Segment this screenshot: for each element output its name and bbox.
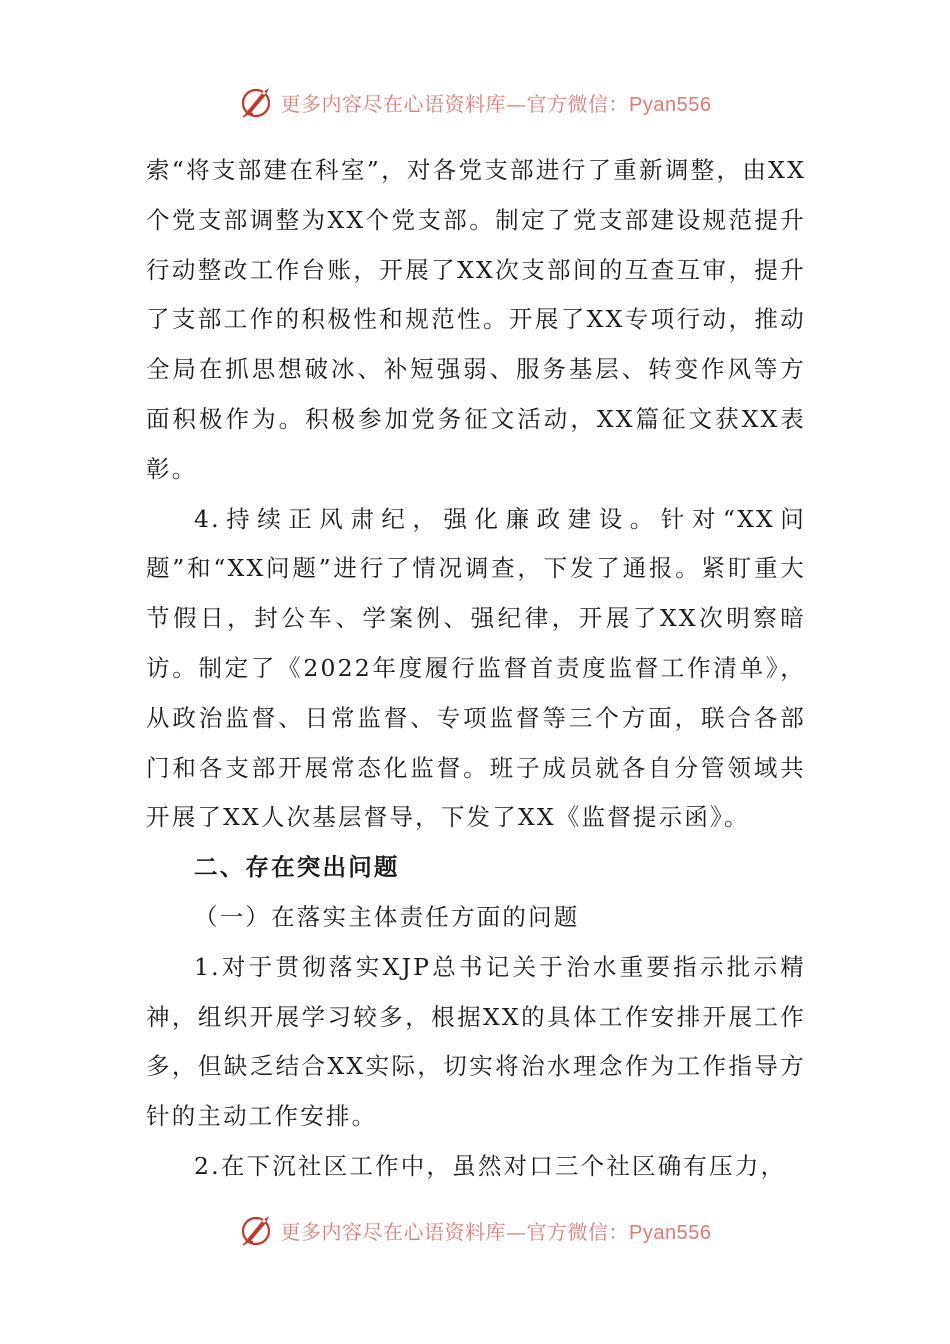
pen-nib-circle-icon bbox=[239, 1212, 275, 1248]
pen-nib-circle-icon bbox=[239, 84, 275, 120]
footer-watermark bbox=[0, 1208, 950, 1252]
watermark-text: 更多内容尽在心语资料库—官方微信：Pyan556 bbox=[280, 91, 712, 116]
paragraph: 2.在下沉社区工作中，虽然对口三个社区确有压力， bbox=[194, 1151, 787, 1180]
paragraph: 4.持续正风肃纪，强化廉政建设。针对“XX问题”和“XX问题”进行了情况调查，下发了通报。紧盯重大节假日，封公车、学案例、强纪律，开展了XX次明察暗访。制定了《2022年度履行监督首责度监督工作清单》，从政治监督、日常监督、专项监督等三个方面，联合各部门和各支部开展常态化监督。班子成员就各自分管领域共开展了XX人次基层督导，下发了XX《监督提示函》。 bbox=[146, 504, 806, 832]
watermark-text: 更多内容尽在心语资料库—官方微信：Pyan556 bbox=[280, 1219, 712, 1244]
paragraph: 1.对于贯彻落实XJP总书记关于治水重要指示批示精神，组织开展学习较多，根据XX的具体工作安排开展工作多，但缺乏结合XX实际，切实将治水理念作为工作指导方针的主动工作安排。 bbox=[146, 952, 806, 1131]
section-heading: 二、存在突出问题 bbox=[194, 853, 400, 882]
subsection-heading: （一）在落实主体责任方面的问题 bbox=[194, 902, 580, 931]
document-body bbox=[146, 146, 806, 1192]
header-watermark bbox=[0, 80, 950, 124]
paragraph: 索“将支部建在科室”，对各党支部进行了重新调整，由XX个党支部调整为XX个党支部。制定了党支部建设规范提升行动整改工作台账，开展了XX次支部间的互查互审，提升了支部工作的积极性和规范性。开展了XX专项行动，推动全局在抓思想破冰、补短强弱、服务基层、转变作风等方面积极作为。积极参加党务征文活动，XX篇征文获XX表彰。 bbox=[146, 156, 806, 483]
